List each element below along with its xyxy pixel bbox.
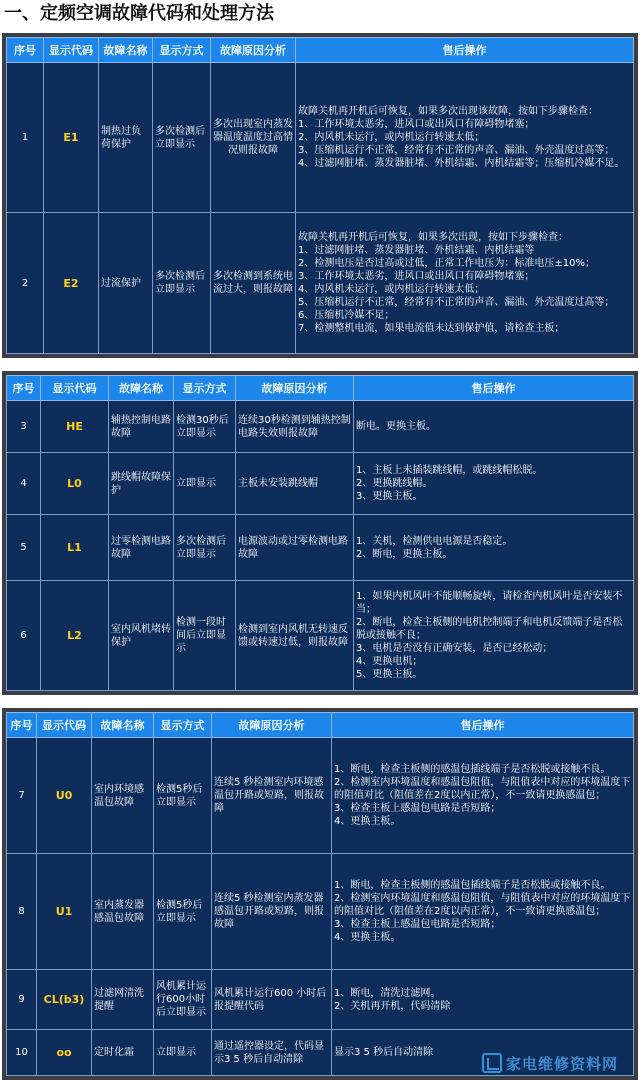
col-header-actions: 售后操作 (296, 38, 634, 63)
row-code: oo (37, 1030, 92, 1076)
table-row (7, 854, 634, 970)
row-display: 检测5秒后立即显示 (154, 738, 212, 854)
row-cause: 电源波动或过零检测电路故障 (236, 515, 354, 581)
action-line: 4、更换主板。 (334, 932, 401, 943)
row-code: U1 (37, 854, 92, 970)
row-code: L0 (41, 453, 109, 515)
watermark-logo-icon (482, 1053, 502, 1073)
action-line: 4、内风机未运行，或内机运行转速太低； (298, 284, 485, 295)
row-name: 辅热控制电路故障 (109, 401, 174, 453)
action-line: 4、更换电机； (356, 656, 423, 667)
action-line: 7、检测整机电流，如果电流值未达到保护值，请检查主板； (298, 323, 565, 334)
table-header-row (7, 713, 634, 738)
row-no: 7 (7, 738, 37, 854)
row-display: 检测一段时间后立即显示 (174, 581, 236, 691)
action-line: 5、压缩机运行不正常，经常有不正常的声音、漏油、外壳温度过高等； (298, 297, 615, 308)
row-display: 立即显示 (154, 1030, 212, 1076)
table-row (7, 63, 634, 213)
row-actions (296, 63, 634, 213)
action-line: 2、更换跳线帽。 (356, 478, 433, 489)
col-header-code: 显示代码 (41, 376, 109, 401)
row-cause: 多次检测到系统电流过大，则报故障 (211, 213, 296, 354)
table-header-row (7, 38, 634, 63)
col-header-display: 显示方式 (174, 376, 236, 401)
table-row (7, 401, 634, 453)
action-line: 1、如果内机风叶不能顺畅旋转，请检查内机风叶是否安装不当； (356, 591, 623, 615)
row-code: L2 (41, 581, 109, 691)
action-line: 1、断电，检查主板侧的感温包插线端子是否松脱或接触不良。 (334, 880, 611, 891)
row-no: 8 (7, 854, 37, 970)
action-line: 2、断电，检查主板侧的电机控制端子和电机反馈端子是否松脱或接触不良； (356, 617, 623, 641)
row-name: 过零检测电路故障 (109, 515, 174, 581)
action-line: 3、电机是否没有正确安装，是否已经松动； (356, 643, 553, 654)
col-header-cause: 故障原因分析 (212, 713, 332, 738)
row-name: 室内风机堵转保护 (109, 581, 174, 691)
table-row (7, 213, 634, 354)
row-actions (354, 401, 634, 453)
action-line: 3、检查主板上感温包电路是否短路； (334, 919, 501, 930)
col-header-no: 序号 (7, 376, 41, 401)
row-cause: 连续30秒检测到辅热控制电路失效则报故障 (236, 401, 354, 453)
action-line: 2、检测室内环境温度和感温包阻值，与阻值表中对应的环境温度下的阻值对比（阻值差在2度以内正常），不一致请更换感温包； (334, 893, 631, 917)
col-header-name: 故障名称 (92, 713, 154, 738)
row-no: 2 (7, 213, 44, 354)
row-no: 10 (7, 1030, 37, 1076)
action-line: 3、工作环境太恶劣，进风口或出风口有障碍物堵塞； (298, 271, 535, 282)
row-no: 4 (7, 453, 41, 515)
action-line: 1、过滤网脏堵、蒸发器脏堵、外机结霜、内机结霜等 (298, 245, 535, 256)
action-line: 故障关机再开机后可恢复，如果多次出现该故障，按如下步骤检查： (298, 106, 598, 117)
action-line: 1、断电，检查主板侧的感温包插线端子是否松脱或接触不良。 (334, 764, 611, 775)
action-line: 显示3 5 秒后自动清除 (334, 1047, 434, 1058)
row-cause: 风机累计运行600 小时后报提醒代码 (212, 970, 332, 1030)
fault-table-panel-3 (2, 708, 638, 1080)
fault-table-panel-1 (2, 33, 638, 358)
col-header-actions: 售后操作 (332, 713, 634, 738)
row-no: 5 (7, 515, 41, 581)
section-heading: 一、定频空调故障代码和处理方法 (4, 3, 274, 24)
action-line: 3、更换主板。 (356, 491, 423, 502)
action-line: 2、关机再开机，代码清除 (334, 1000, 451, 1012)
row-display: 风机累计运行600小时后立即显示 (154, 970, 212, 1030)
col-header-name: 故障名称 (99, 38, 153, 63)
row-actions (354, 581, 634, 691)
table-row (7, 738, 634, 854)
table-row (7, 515, 634, 581)
table-row (7, 970, 634, 1030)
row-cause: 多次出现室内蒸发器温度温度过高情况则报故障 (211, 63, 296, 213)
row-actions (354, 515, 634, 581)
col-header-display: 显示方式 (154, 713, 212, 738)
row-no: 1 (7, 63, 44, 213)
col-header-no: 序号 (7, 38, 44, 63)
row-actions (332, 854, 634, 970)
fault-table-panel-2 (2, 371, 638, 695)
action-line: 4、更换主板。 (334, 816, 401, 827)
row-actions (296, 213, 634, 354)
table-row (7, 453, 634, 515)
row-name: 过流保护 (99, 213, 153, 354)
row-display: 多次检测后立即显示 (174, 515, 236, 581)
row-display: 立即显示 (174, 453, 236, 515)
row-display: 检测5秒后立即显示 (154, 854, 212, 970)
row-actions (354, 453, 634, 515)
col-header-code: 显示代码 (44, 38, 99, 63)
action-line: 断电。更换主板。 (356, 421, 436, 432)
row-no: 6 (7, 581, 41, 691)
col-header-no: 序号 (7, 713, 37, 738)
action-line: 6、压缩机冷媒不足； (298, 310, 395, 321)
action-line: 4、过滤网脏堵、蒸发器脏堵、外机结霜、内机结霜等；压缩机冷媒不足。 (298, 158, 625, 169)
action-line: 1、工作环境太恶劣，进风口或出风口有障碍物堵塞； (298, 119, 535, 130)
action-line: 3、检查主板上感温包电路是否短路； (334, 803, 501, 814)
action-line: 5、更换主板。 (356, 669, 423, 680)
row-name: 制热过负荷保护 (99, 63, 153, 213)
action-line: 3、压缩机运行不正常，经常有不正常的声音、漏油、外壳温度过高等； (298, 145, 615, 156)
action-line: 故障关机再开机后可恢复，如果多次出现，按如下步骤检查： (298, 232, 568, 243)
row-actions (332, 970, 634, 1030)
row-display: 检测30秒后立即显示 (174, 401, 236, 453)
col-header-cause: 故障原因分析 (211, 38, 296, 63)
row-name: 过滤网清洗提醒 (92, 970, 154, 1030)
row-code: U0 (37, 738, 92, 854)
action-line: 2、断电，更换主板。 (356, 548, 453, 560)
row-name: 定时化霜 (92, 1030, 154, 1076)
row-code: CL(b3) (37, 970, 92, 1030)
row-code: E2 (44, 213, 99, 354)
action-line: 1、关机，检测供电电源是否稳定。 (356, 535, 513, 547)
row-cause: 连续5 秒检测室内环境感温包开路或短路，则报故障 (212, 738, 332, 854)
action-line: 1、断电，清洗过滤网。 (334, 987, 441, 999)
row-cause: 主板未安装跳线帽 (236, 453, 354, 515)
row-code: E1 (44, 63, 99, 213)
col-header-code: 显示代码 (37, 713, 92, 738)
action-line: 1、主板上未插装跳线帽，或跳线帽松脱。 (356, 465, 543, 476)
row-no: 3 (7, 401, 41, 453)
row-name: 室内蒸发器感温包故障 (92, 854, 154, 970)
action-line: 2、内风机未运行，或内机运行转速太低； (298, 132, 485, 143)
table-header-row (7, 376, 634, 401)
site-watermark (482, 1050, 632, 1076)
row-actions (332, 738, 634, 854)
row-name: 室内环境感温包故障 (92, 738, 154, 854)
col-header-name: 故障名称 (109, 376, 174, 401)
col-header-display: 显示方式 (153, 38, 211, 63)
row-cause: 检测到室内风机无转速反馈或转速过低，则报故障 (236, 581, 354, 691)
col-header-cause: 故障原因分析 (236, 376, 354, 401)
row-code: HE (41, 401, 109, 453)
action-line: 2、检测室内环境温度和感温包阻值，与阻值表中对应的环境温度下的阻值对比（阻值差在2度以内正常），不一致请更换感温包； (334, 777, 631, 801)
fault-table (6, 37, 634, 354)
table-row (7, 581, 634, 691)
action-line: 2、检测电压是否过高或过低，正常工作电压为：标准电压±10%； (298, 258, 595, 269)
row-name: 跳线帽故障保护 (109, 453, 174, 515)
row-display: 多次检测后立即显示 (153, 63, 211, 213)
col-header-actions: 售后操作 (354, 376, 634, 401)
row-cause: 通过遥控器设定，代码显示3 5 秒后自动清除 (212, 1030, 332, 1076)
fault-table (6, 712, 634, 1076)
row-code: L1 (41, 515, 109, 581)
row-display: 多次检测后立即显示 (153, 213, 211, 354)
fault-table (6, 375, 634, 691)
watermark-text: 家电维修资料网 (506, 1054, 619, 1073)
row-no: 9 (7, 970, 37, 1030)
row-cause: 连续5 秒检测室内蒸发器感温包开路或短路，则报故障 (212, 854, 332, 970)
